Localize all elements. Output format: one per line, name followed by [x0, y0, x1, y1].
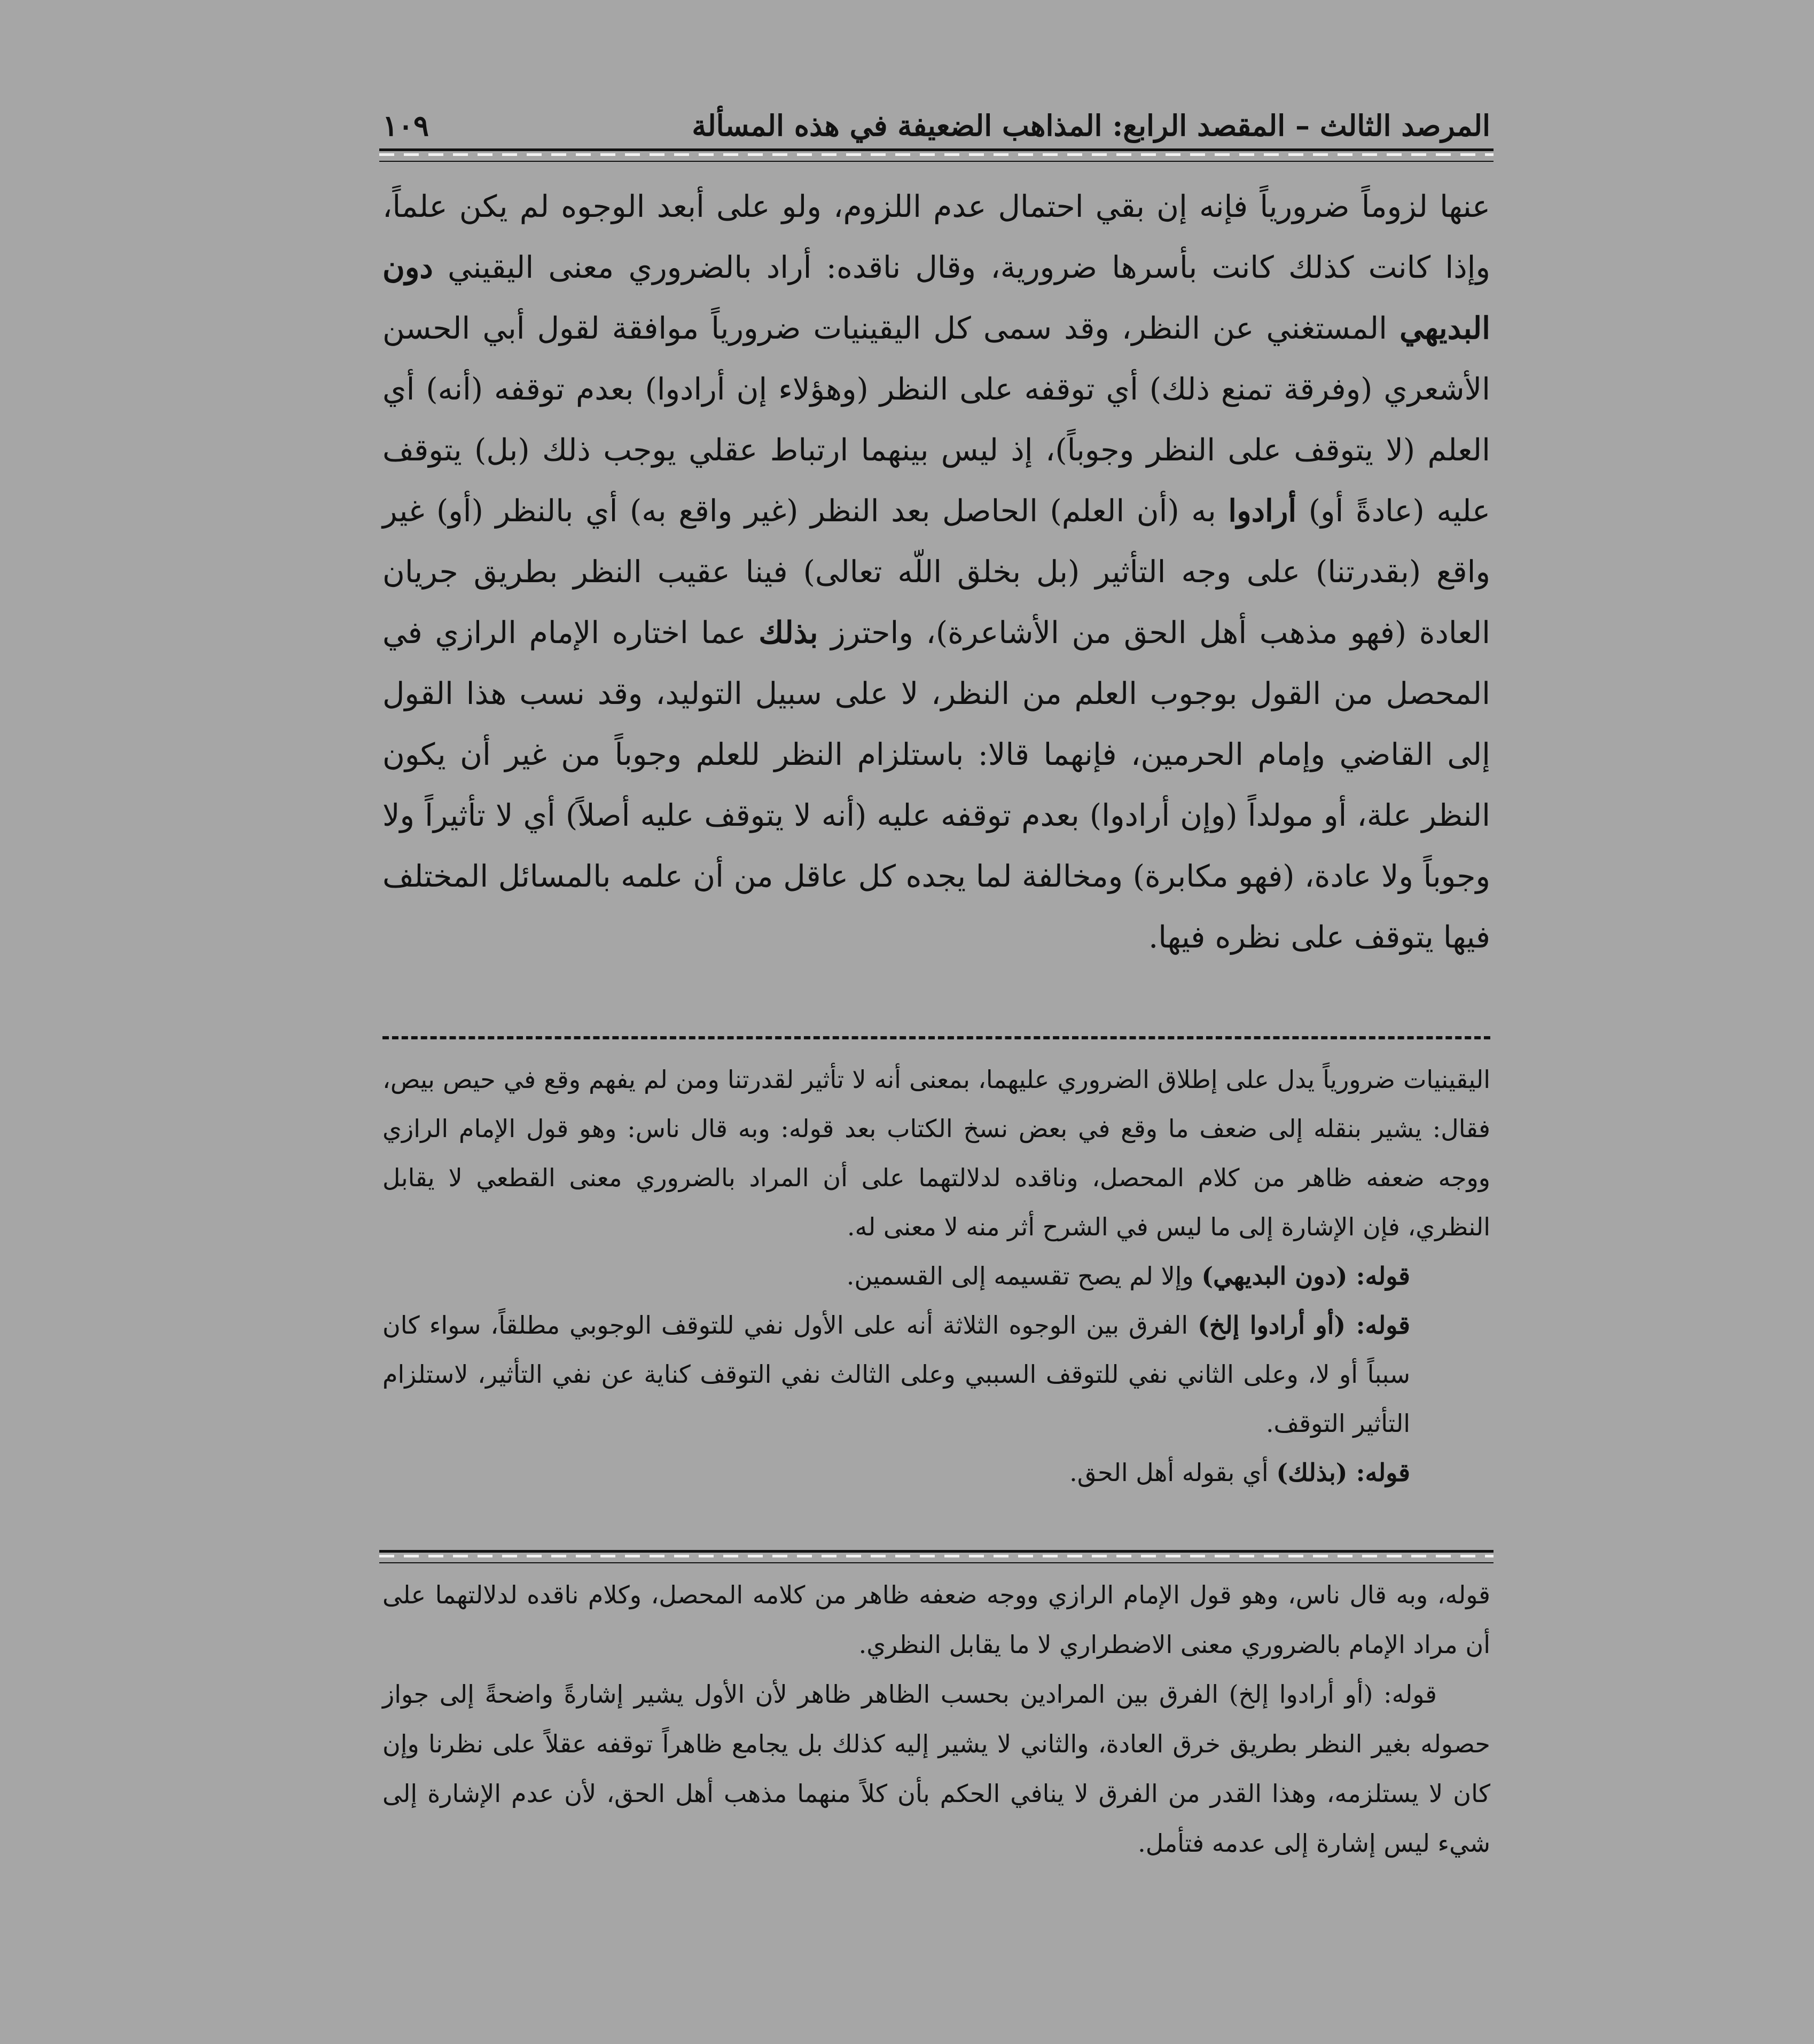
footnote-paragraph	[382, 1251, 1490, 1301]
lower-commentary	[382, 1570, 1490, 1868]
footnote-label: قوله: (أو أرادوا إلخ)	[1198, 1311, 1410, 1340]
section-rule	[379, 1550, 1494, 1563]
header-rule	[379, 148, 1494, 162]
commentary-paragraph: قوله، وبه قال ناس، وهو قول الإمام الرازي ووجه ضعفه ظاهر من كلامه المحصل، وكلام ناقده لدلالتهما على أن مراد الإمام بالضروري معنى الاضطراري لا ما يقابل النظري.	[382, 1580, 1490, 1659]
main-segment: المستغني عن النظر، وقد سمى كل اليقينيات ضرورياً موافقة لقول أبي الحسن الأشعري (وفرقة تمنع ذلك) أي توقفه على النظر (وهؤلاء إن أرادوا) بعدم توقفه (أنه) أي العلم (لا يتوقف على النظر وجوباً)، إذ ليس بينهما ارتباط عقلي يوجب ذلك (بل) يتوقف عليه (عادةً أو)	[382, 311, 1490, 529]
book-page	[382, 85, 1490, 1923]
main-bold-term: بذلك	[759, 615, 818, 651]
header-title: المرصد الثالث – المقصد الرابع: المذاهب الضعيفة في هذه المسألة	[692, 108, 1490, 143]
footnote-text: وإلا لم يصح تقسيمه إلى القسمين.	[846, 1262, 1202, 1290]
footnote-label: قوله: (دون البديهي)	[1201, 1262, 1410, 1290]
footnote-label: قوله: (بذلك)	[1276, 1458, 1410, 1487]
main-text	[382, 176, 1490, 968]
running-header	[382, 96, 1490, 155]
main-bold-term: دون البديهي	[382, 249, 1490, 346]
footnote-separator	[382, 1036, 1490, 1039]
footnote-paragraph	[382, 1448, 1490, 1497]
footnotes	[382, 1055, 1490, 1497]
page-number: ١٠٩	[382, 108, 429, 143]
main-segment: به (أن العلم) الحاصل بعد النظر (غير واقع به) أي بالنظر (أو) غير واقع (بقدرتنا) على وجه التأثير (بل بخلق اللّه تعالى) فينا عقيب النظر بطريق جريان العادة (فهو مذهب أهل الحق من الأشاعرة)، واحترز	[382, 494, 1490, 651]
footnote-paragraph	[382, 1301, 1490, 1448]
main-bold-term: أرادوا	[1228, 493, 1297, 529]
footnote-text: أي بقوله أهل الحق.	[1069, 1458, 1277, 1487]
main-paragraph	[382, 176, 1490, 968]
main-segment: عنها لزوماً ضرورياً فإنه إن بقي احتمال عدم اللزوم، ولو على أبعد الوجوه لم يكن علماً، وإذا كانت كذلك كانت بأسرها ضرورية، وقال ناقده: أراد بالضروري معنى اليقيني	[382, 189, 1490, 285]
footnote-text: الفرق بين الوجوه الثلاثة أنه على الأول نفي للتوقف الوجوبي مطلقاً، سواء كان سبباً أو لا، وعلى الثاني نفي للتوقف السببي وعلى الثالث نفي التوقف كناية عن نفي التأثير، لاستلزام التأثير التوقف.	[382, 1311, 1410, 1438]
main-segment: عما اختاره الإمام الرازي في المحصل من القول بوجوب العلم من النظر، لا على سبيل التوليد، وقد نسب هذا القول إلى القاضي وإمام الحرمين، فإنهما قالا: باستلزام النظر للعلم وجوباً من غير أن يكون النظر علة، أو مولداً (وإن أرادوا) بعدم توقفه عليه (أنه لا يتوقف عليه أصلاً) أي لا تأثيراً ولا وجوباً ولا عادة، (فهو مكابرة) ومخالفة لما يجده كل عاقل من أن علمه بالمسائل المختلف فيها يتوقف على نظره فيها.	[382, 615, 1490, 955]
commentary-paragraph: قوله: (أو أرادوا إلخ) الفرق بين المرادين بحسب الظاهر ظاهر لأن الأول يشير إشارةً واضحةً إلى جواز حصوله بغير النظر بطريق خرق العادة، والثاني لا يشير إليه كذلك بل يجامع ظاهراً توقفه عقلاً على نظرنا وإن كان لا يستلزمه، وهذا القدر من الفرق لا ينافي الحكم بأن كلاً منهما مذهب أهل الحق، لأن عدم الإشارة إلى شيء ليس إشارة إلى عدمه فتأمل.	[382, 1680, 1490, 1858]
footnote-paragraph: اليقينيات ضرورياً يدل على إطلاق الضروري عليهما، بمعنى أنه لا تأثير لقدرتنا ومن لم يفهم وقع في حيص بيص، فقال: يشير بنقله إلى ضعف ما وقع في بعض نسخ الكتاب بعد قوله: وبه قال ناس: وهو قول الإمام الرازي ووجه ضعفه ظاهر من كلام المحصل، وناقده لدلالتهما على أن المراد بالضروري معنى القطعي لا يقابل النظري، فإن الإشارة إلى ما ليس في الشرح أثر منه لا معنى له.	[382, 1065, 1490, 1241]
